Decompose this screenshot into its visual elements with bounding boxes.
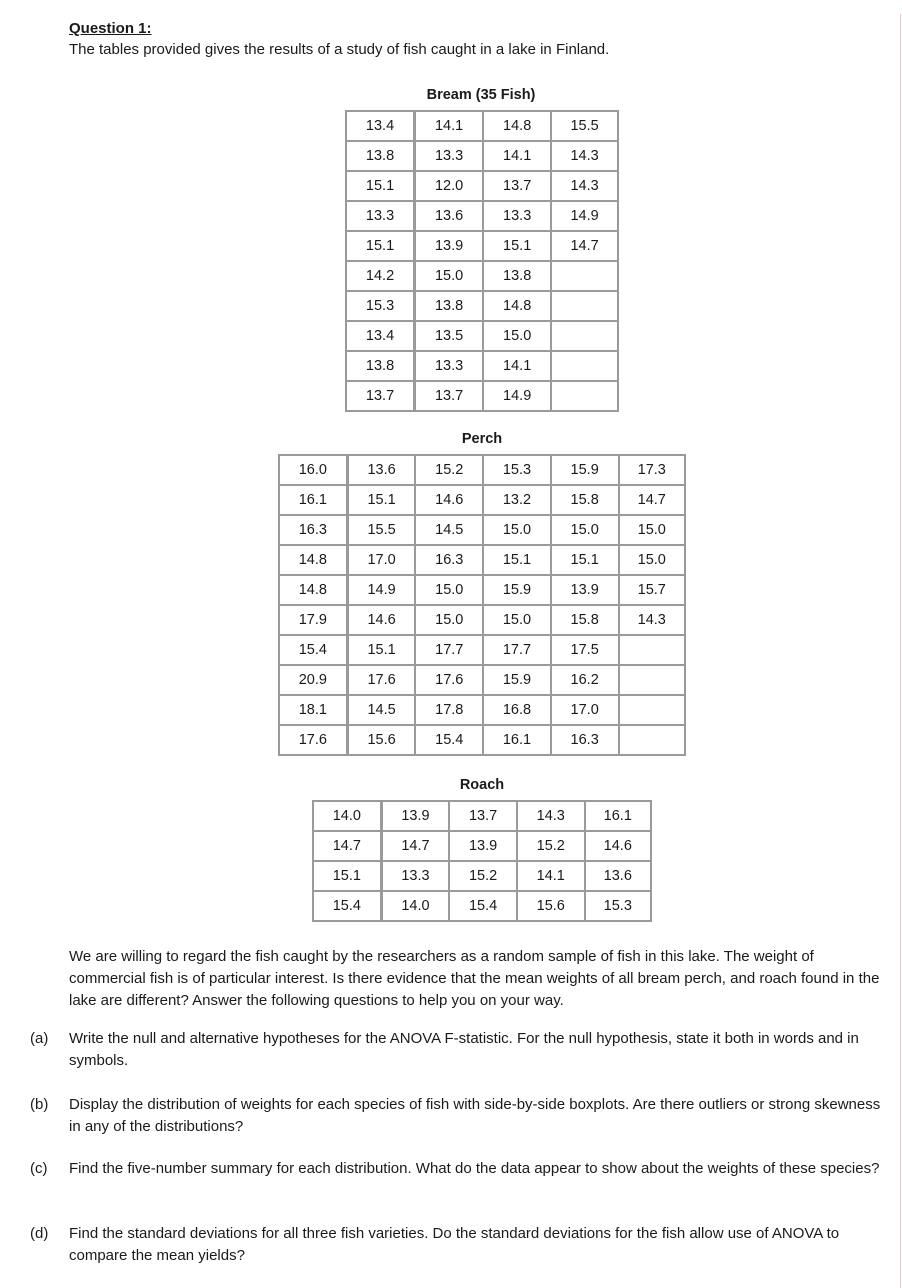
table-cell: 14.6 [348,605,416,635]
table-cell: 14.9 [483,381,551,410]
table-cell: 13.7 [483,171,551,201]
table-cell: 15.1 [483,231,551,261]
table-cell: 14.6 [585,831,650,861]
table-cell: 16.3 [551,725,619,754]
table-cell: 18.1 [280,695,348,725]
table-row [280,485,684,515]
table-cell: 14.0 [314,802,382,831]
table-cell: 14.8 [280,545,348,575]
table-cell: 13.9 [551,575,619,605]
table-cell: 14.7 [382,831,450,861]
table-cell: 17.0 [348,545,416,575]
table-cell: 15.4 [314,891,382,920]
table-cell: 15.4 [280,635,348,665]
table-cell: 13.2 [483,485,551,515]
question-a [30,1028,896,1072]
table-cell: 13.7 [347,381,415,410]
table-cell: 14.7 [619,485,684,515]
page-margin-rule [900,14,901,1288]
table-cell: 14.9 [551,201,617,231]
table-cell: 14.8 [483,291,551,321]
table-cell: 14.3 [619,605,684,635]
table-row [280,575,684,605]
roach-table [312,800,652,922]
table-row [347,261,617,291]
table-cell: 15.6 [517,891,585,920]
table-row [347,171,617,201]
question-text: Find the standard deviations for all three fish varieties. Do the standard deviations for the fish allow use of ANOVA to compare the mean yields? [69,1225,840,1264]
table-cell: 14.3 [517,802,585,831]
table-row [347,291,617,321]
table-cell: 13.8 [347,141,415,171]
table-cell: 13.9 [382,802,450,831]
table-cell [619,635,684,665]
table-cell: 15.1 [551,545,619,575]
table-cell: 14.3 [551,171,617,201]
table-cell: 15.8 [551,605,619,635]
table-cell: 14.1 [483,351,551,381]
table-cell: 15.2 [415,456,483,485]
table-cell [619,665,684,695]
table-cell: 15.9 [483,665,551,695]
table-row [280,545,684,575]
table-row [347,321,617,351]
table-cell: 13.8 [347,351,415,381]
table-cell: 13.4 [347,112,415,141]
table-cell: 13.8 [415,291,483,321]
table-cell: 17.6 [280,725,348,754]
table-row [280,456,684,485]
table-cell [551,261,617,291]
table-cell: 12.0 [415,171,483,201]
table-cell: 16.3 [415,545,483,575]
table-cell: 15.3 [347,291,415,321]
table-cell [551,321,617,351]
perch-table-caption: Perch [461,431,503,447]
table-cell: 16.0 [280,456,348,485]
table-cell: 17.6 [348,665,416,695]
table-cell: 14.5 [348,695,416,725]
roach-table-caption: Roach [459,777,505,793]
table-cell: 15.1 [348,635,416,665]
table-cell: 15.5 [551,112,617,141]
table-cell: 14.1 [483,141,551,171]
table-cell [619,725,684,754]
table-cell: 15.1 [314,861,382,891]
table-cell: 13.7 [449,802,517,831]
table-cell: 15.0 [619,515,684,545]
table-cell: 15.1 [347,171,415,201]
table-cell: 13.3 [347,201,415,231]
table-cell: 17.5 [551,635,619,665]
table-cell: 16.1 [280,485,348,515]
table-row [280,605,684,635]
table-cell: 15.0 [415,575,483,605]
table-cell: 15.9 [483,575,551,605]
table-cell: 16.8 [483,695,551,725]
table-row [347,381,617,410]
table-row [280,725,684,754]
table-row [280,665,684,695]
table-cell: 20.9 [280,665,348,695]
question-intro: The tables provided gives the results of a study of fish caught in a lake in Finland. [69,41,610,58]
question-label: (a) [30,1030,49,1047]
question-text: Display the distribution of weights for each species of fish with side-by-side boxplots. Are there outliers or strong skewness in any of the distributions? [69,1096,881,1135]
table-cell: 14.9 [348,575,416,605]
table-cell: 15.0 [415,605,483,635]
table-cell [551,351,617,381]
table-cell: 15.0 [619,545,684,575]
table-cell: 15.1 [347,231,415,261]
table-cell [619,695,684,725]
question-label: (b) [30,1096,49,1113]
table-cell: 15.1 [348,485,416,515]
table-cell: 17.8 [415,695,483,725]
question-label: (d) [30,1225,49,1242]
table-cell: 13.6 [348,456,416,485]
table-row [314,831,650,861]
bream-table [345,110,619,412]
table-cell: 16.1 [483,725,551,754]
table-cell: 15.4 [415,725,483,754]
question-text: Find the five-number summary for each distribution. What do the data appear to show about the weights of these species? [69,1160,880,1177]
table-cell: 16.3 [280,515,348,545]
table-cell: 15.6 [348,725,416,754]
table-cell: 15.2 [449,861,517,891]
table-cell: 15.2 [517,831,585,861]
question-c [30,1158,896,1180]
table-cell: 16.2 [551,665,619,695]
table-cell: 15.3 [585,891,650,920]
table-cell: 15.0 [483,605,551,635]
table-cell: 15.1 [483,545,551,575]
table-row [314,802,650,831]
table-cell: 14.7 [314,831,382,861]
table-cell: 13.8 [483,261,551,291]
question-d [30,1223,896,1267]
table-cell: 15.9 [551,456,619,485]
table-cell: 13.9 [449,831,517,861]
table-row [280,695,684,725]
table-cell: 14.7 [551,231,617,261]
table-row [347,141,617,171]
table-cell: 15.5 [348,515,416,545]
problem-paragraph: We are willing to regard the fish caught by the researchers as a random sample of fish in this lake. The weight of commercial fish is of particular interest. Is there evidence that the mean weights of all bream perch, and roach found in the lake are different? Answer the following questions to help you on your way. [69,948,880,1009]
table-row [347,201,617,231]
table-cell: 13.9 [415,231,483,261]
table-cell: 13.4 [347,321,415,351]
table-row [314,861,650,891]
table-row [347,351,617,381]
table-cell: 17.7 [415,635,483,665]
table-cell: 15.7 [619,575,684,605]
table-row [347,112,617,141]
table-cell: 15.0 [483,515,551,545]
bream-table-caption: Bream (35 Fish) [426,87,536,103]
table-cell: 17.3 [619,456,684,485]
table-cell: 13.3 [415,141,483,171]
table-cell: 14.8 [280,575,348,605]
table-cell: 17.7 [483,635,551,665]
table-row [280,515,684,545]
table-cell: 16.1 [585,802,650,831]
table-cell: 15.0 [551,515,619,545]
question-b [30,1094,896,1138]
table-cell: 15.0 [415,261,483,291]
question-text: Write the null and alternative hypotheses for the ANOVA F-statistic. For the null hypothesis, state it both in words and in symbols. [69,1030,859,1069]
table-cell: 14.3 [551,141,617,171]
table-cell: 13.3 [415,351,483,381]
question-label: (c) [30,1160,48,1177]
table-cell: 14.1 [517,861,585,891]
table-row [347,231,617,261]
question-title: Question 1: [69,20,152,37]
table-cell: 14.8 [483,112,551,141]
table-cell [551,291,617,321]
table-cell: 13.6 [585,861,650,891]
table-cell: 15.4 [449,891,517,920]
table-cell: 13.7 [415,381,483,410]
table-cell: 14.5 [415,515,483,545]
table-cell: 15.0 [483,321,551,351]
table-cell [551,381,617,410]
table-row [280,635,684,665]
table-cell: 14.6 [415,485,483,515]
table-cell: 13.3 [483,201,551,231]
table-cell: 13.6 [415,201,483,231]
table-cell: 14.2 [347,261,415,291]
table-cell: 17.9 [280,605,348,635]
table-cell: 13.5 [415,321,483,351]
table-cell: 15.3 [483,456,551,485]
table-cell: 14.1 [415,112,483,141]
table-cell: 14.0 [382,891,450,920]
table-cell: 17.0 [551,695,619,725]
table-cell: 17.6 [415,665,483,695]
table-cell: 15.8 [551,485,619,515]
table-cell: 13.3 [382,861,450,891]
perch-table [278,454,686,756]
table-row [314,891,650,920]
